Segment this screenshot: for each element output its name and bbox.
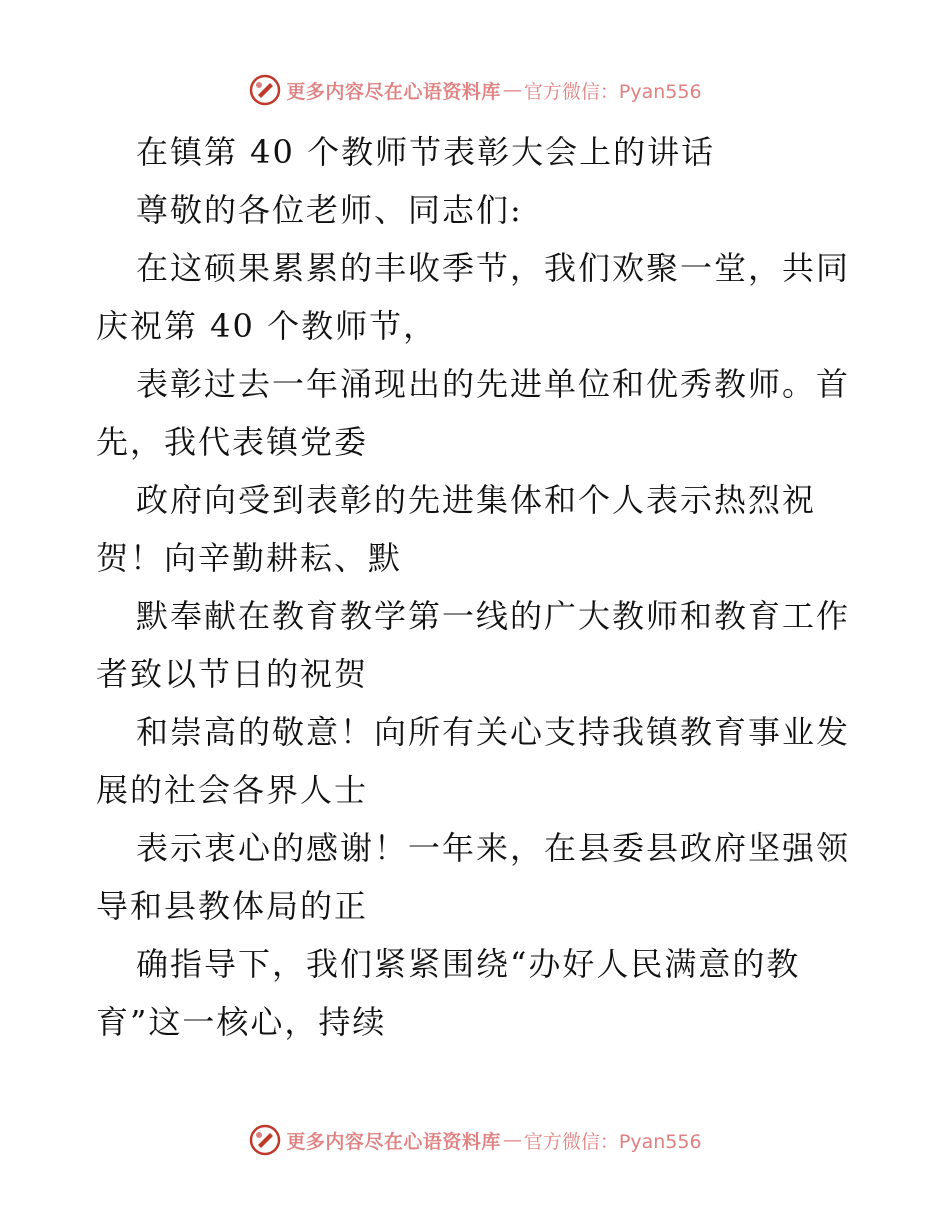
paragraph-line: 导和县教体局的正 bbox=[96, 887, 369, 925]
watermark-wechat-text: 官方微信：Pyan556 bbox=[523, 80, 702, 103]
watermark-brand-text: 更多内容尽在心语资料库 bbox=[286, 80, 501, 103]
brand-logo-icon bbox=[248, 73, 282, 107]
paragraph-line: 先，我代表镇党委 bbox=[96, 423, 369, 461]
footer-watermark bbox=[0, 1120, 950, 1160]
header-watermark bbox=[0, 70, 950, 110]
paragraph-line: 表示衷心的感谢！一年来，在县委县政府坚强领 bbox=[136, 829, 851, 867]
paragraph-line: 展的社会各界人士 bbox=[96, 771, 369, 809]
watermark-dash: — bbox=[502, 1129, 522, 1151]
watermark-brand-text: 更多内容尽在心语资料库 bbox=[286, 1130, 501, 1153]
document-body bbox=[96, 123, 856, 1051]
paragraph-line: 表彰过去一年涌现出的先进单位和优秀教师。首 bbox=[136, 365, 851, 403]
watermark-dash: — bbox=[502, 79, 522, 101]
paragraph-line: 贺！向辛勤耕耘、默 bbox=[96, 539, 403, 577]
document-title: 在镇第 40 个教师节表彰大会上的讲话 bbox=[136, 133, 716, 171]
salutation: 尊敬的各位老师、同志们: bbox=[136, 191, 523, 229]
paragraph-line: 政府向受到表彰的先进集体和个人表示热烈祝 bbox=[136, 481, 817, 519]
paragraph-line: 和崇高的敬意！向所有关心支持我镇教育事业发 bbox=[136, 713, 851, 751]
paragraph-line: 默奉献在教育教学第一线的广大教师和教育工作 bbox=[136, 597, 851, 635]
paragraph-line: 在这硕果累累的丰收季节，我们欢聚一堂，共同 bbox=[136, 249, 851, 287]
paragraph-line: 者致以节日的祝贺 bbox=[96, 655, 369, 693]
brand-logo-icon bbox=[248, 1123, 282, 1157]
watermark-wechat-text: 官方微信：Pyan556 bbox=[523, 1130, 702, 1153]
paragraph-line: 育”这一核心，持续 bbox=[96, 1003, 387, 1041]
paragraph-line: 确指导下，我们紧紧围绕“办好人民满意的教 bbox=[136, 945, 801, 983]
paragraph-line: 庆祝第 40 个教师节， bbox=[96, 307, 438, 345]
